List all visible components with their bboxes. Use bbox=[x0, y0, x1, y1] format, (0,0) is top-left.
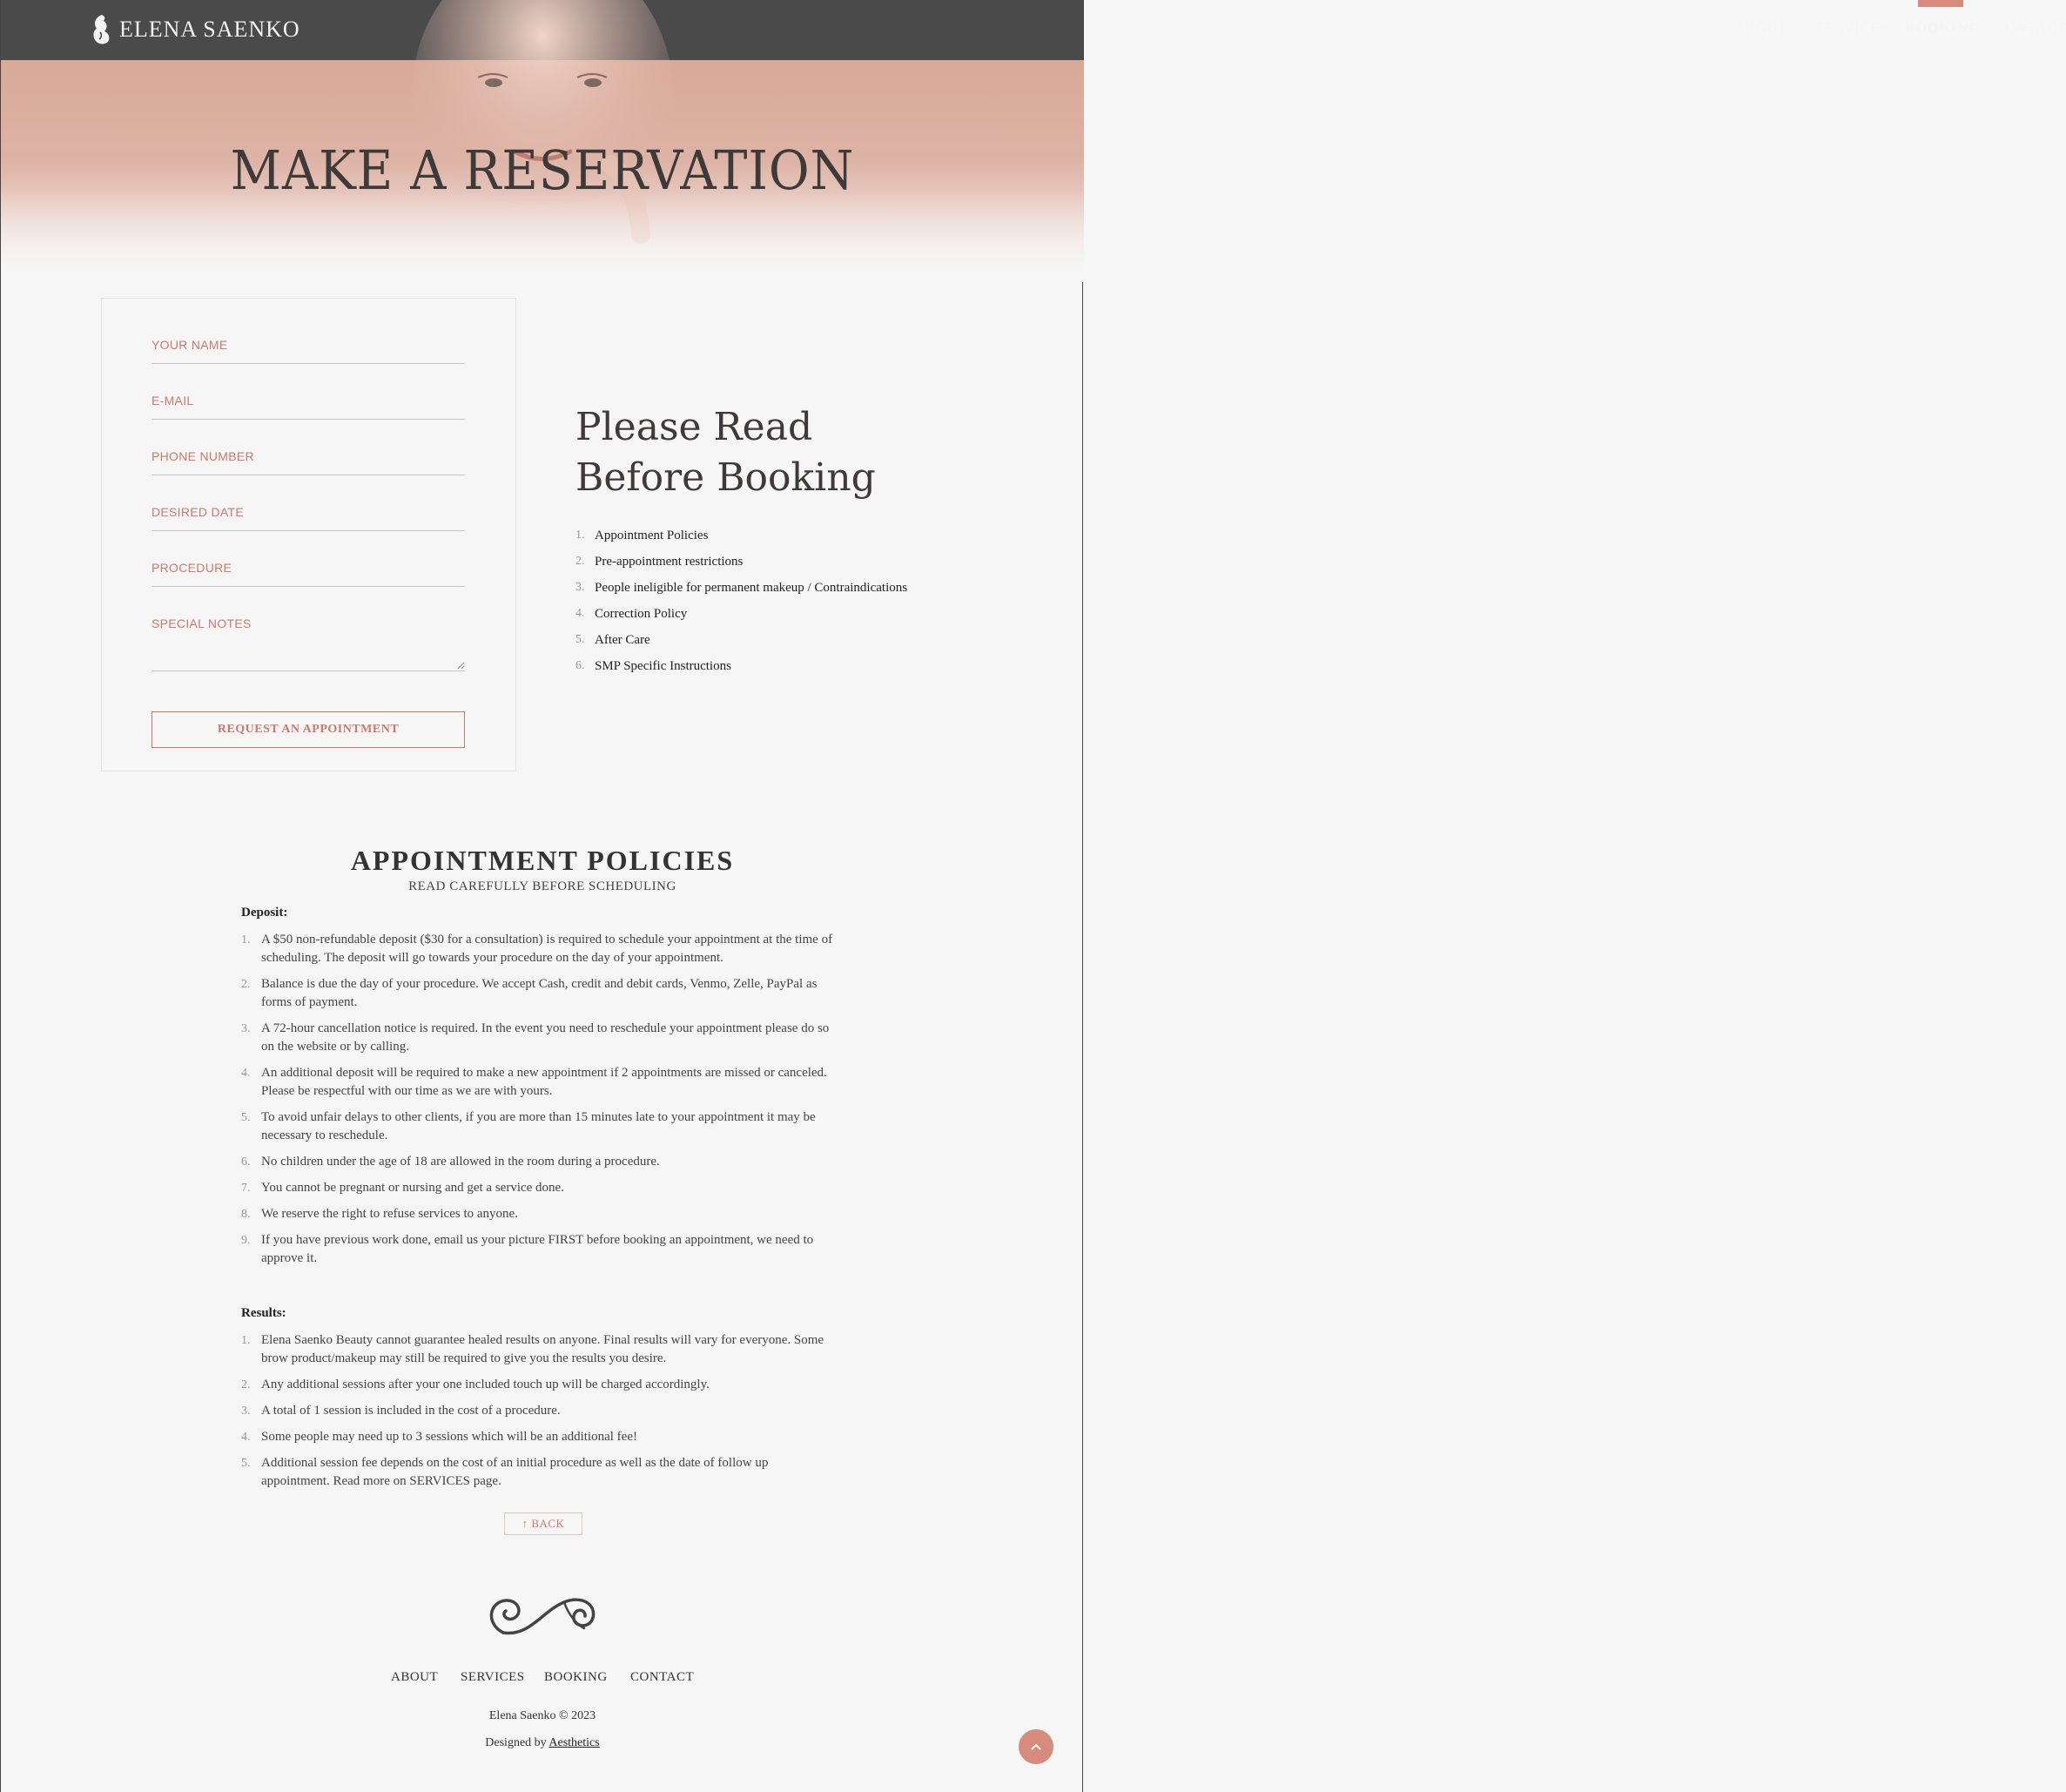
date-field-label: DESIRED DATE bbox=[151, 505, 245, 519]
brand-name: ELENA SAENKO bbox=[119, 17, 300, 42]
list-number: 3. bbox=[241, 1405, 251, 1418]
designer-link[interactable]: Aesthetics bbox=[548, 1736, 600, 1749]
read-before-title-line1: Please Read bbox=[575, 405, 813, 449]
list-text: A $50 non-refundable deposit ($30 for a consultation) is required to schedule your appointment at the time of scheduling. The deposit will go towards your procedure on the day of your appointment. bbox=[261, 933, 833, 965]
list-number: 4. bbox=[241, 1067, 251, 1080]
read-before-link[interactable]: Correction Policy bbox=[595, 607, 688, 621]
hair-silhouette-icon bbox=[90, 13, 112, 46]
list-item bbox=[241, 1020, 833, 1056]
list-number: 1. bbox=[241, 933, 251, 947]
site-logo[interactable] bbox=[90, 12, 300, 47]
list-number: 3. bbox=[575, 581, 585, 594]
list-item bbox=[241, 1331, 833, 1368]
name-field-label: YOUR NAME bbox=[151, 338, 228, 352]
read-before-item[interactable] bbox=[575, 605, 907, 631]
list-item bbox=[241, 1454, 833, 1491]
resize-handle-icon[interactable] bbox=[457, 662, 465, 670]
read-before-item[interactable] bbox=[575, 657, 907, 684]
phone-field-label: PHONE NUMBER bbox=[151, 449, 254, 463]
list-text: Some people may need up to 3 sessions which will be an additional fee! bbox=[261, 1430, 637, 1444]
ornament-swirl-icon bbox=[481, 1585, 603, 1641]
read-before-title-line2: Before Booking bbox=[575, 455, 876, 500]
read-before-link[interactable]: SMP Specific Instructions bbox=[595, 659, 731, 673]
list-text: You cannot be pregnant or nursing and get a service done. bbox=[261, 1181, 564, 1195]
deposit-section bbox=[241, 906, 833, 1276]
nav-booking[interactable]: BOOKING bbox=[1905, 19, 1981, 36]
read-before-item[interactable] bbox=[575, 527, 907, 553]
read-before-link[interactable]: After Care bbox=[595, 633, 650, 647]
list-text: A 72-hour cancellation notice is required. In the event you need to reschedule your appointment please do so on the website or by calling. bbox=[261, 1021, 830, 1054]
list-number: 7. bbox=[241, 1182, 251, 1195]
list-item bbox=[241, 1205, 833, 1223]
list-number: 2. bbox=[575, 555, 585, 568]
read-before-link[interactable]: People ineligible for permanent makeup / Contraindications bbox=[595, 581, 908, 595]
list-item bbox=[241, 1231, 833, 1268]
list-text: Elena Saenko Beauty cannot guarantee healed results on anyone. Final results will vary for everyone. Some brow product/makeup may still be required to give you the results you desire. bbox=[261, 1333, 824, 1365]
email-field[interactable] bbox=[151, 394, 465, 420]
read-before-link[interactable]: Appointment Policies bbox=[595, 529, 709, 542]
name-field[interactable] bbox=[151, 338, 465, 364]
list-number: 1. bbox=[575, 529, 585, 542]
read-before-item[interactable] bbox=[575, 631, 907, 657]
list-text: Additional session fee depends on the cost of an initial procedure as well as the date of follow up appointment. Read more on SERVICES page. bbox=[261, 1456, 769, 1488]
policies-subtitle: READ CAREFULLY BEFORE SCHEDULING bbox=[408, 879, 676, 893]
procedure-field[interactable] bbox=[151, 561, 465, 587]
deposit-list bbox=[241, 931, 833, 1268]
page-title: MAKE A RESERVATION bbox=[230, 138, 855, 202]
scroll-to-top-button[interactable] bbox=[1019, 1729, 1053, 1764]
footer-nav-about[interactable]: ABOUT bbox=[391, 1670, 439, 1684]
read-before-list bbox=[575, 527, 907, 684]
list-text: We reserve the right to refuse services to anyone. bbox=[261, 1207, 518, 1221]
list-text: An additional deposit will be required to make a new appointment if 2 appointments are missed or canceled. Please be respectful with our time as we are with yours. bbox=[261, 1066, 827, 1098]
list-number: 4. bbox=[575, 607, 585, 620]
deposit-heading: Deposit: bbox=[241, 906, 288, 920]
list-number: 5. bbox=[241, 1457, 251, 1470]
list-item bbox=[241, 1108, 833, 1145]
read-before-link[interactable]: Pre-appointment restrictions bbox=[595, 555, 744, 569]
copyright-text: Elena Saenko © 2023 bbox=[488, 1709, 596, 1722]
list-number: 8. bbox=[241, 1208, 251, 1221]
procedure-field-label: PROCEDURE bbox=[151, 561, 232, 575]
list-item bbox=[241, 1153, 833, 1171]
list-item bbox=[241, 975, 833, 1012]
list-number: 9. bbox=[241, 1234, 251, 1247]
chevron-up-icon bbox=[1030, 1742, 1042, 1751]
read-before-item[interactable] bbox=[575, 553, 907, 579]
list-number: 1. bbox=[241, 1334, 251, 1347]
notes-field-label: SPECIAL NOTES bbox=[151, 616, 252, 630]
read-before-item[interactable] bbox=[575, 579, 907, 605]
list-text: To avoid unfair delays to other clients, if you are more than 15 minutes late to your appointment it may be necessary to reschedule. bbox=[261, 1110, 816, 1142]
designed-by-prefix: Designed by bbox=[485, 1736, 549, 1749]
list-text: If you have previous work done, email us your picture FIRST before booking an appointment, we need to approve it. bbox=[261, 1233, 814, 1265]
list-number: 6. bbox=[241, 1155, 251, 1169]
list-text: No children under the age of 18 are allowed in the room during a procedure. bbox=[261, 1155, 660, 1169]
policies-title: APPOINTMENT POLICIES bbox=[350, 845, 735, 876]
footer-nav-contact[interactable]: CONTACT bbox=[630, 1670, 695, 1684]
list-text: Balance is due the day of your procedure. We accept Cash, credit and debit cards, Venmo, Zelle, PayPal as forms of payment. bbox=[261, 977, 818, 1009]
date-field[interactable] bbox=[151, 505, 465, 531]
list-number: 6. bbox=[575, 659, 585, 672]
reservation-form bbox=[101, 298, 516, 771]
hero-banner bbox=[1, 60, 1084, 282]
list-item bbox=[241, 931, 833, 967]
email-field-label: E-MAIL bbox=[151, 394, 194, 408]
list-text: A total of 1 session is included in the cost of a procedure. bbox=[261, 1404, 561, 1418]
designed-by bbox=[1, 1736, 1084, 1750]
request-appointment-button[interactable]: REQUEST AN APPOINTMENT bbox=[151, 711, 465, 748]
results-list bbox=[241, 1331, 833, 1491]
results-section bbox=[241, 1306, 833, 1499]
list-number: 2. bbox=[241, 1378, 251, 1391]
list-item bbox=[241, 1428, 833, 1446]
list-number: 5. bbox=[241, 1111, 251, 1124]
footer-nav-services[interactable]: SERVICES bbox=[461, 1670, 525, 1684]
notes-textarea[interactable] bbox=[151, 616, 465, 671]
list-item bbox=[241, 1064, 833, 1101]
footer-nav-booking[interactable]: BOOKING bbox=[544, 1670, 608, 1684]
phone-field[interactable] bbox=[151, 449, 465, 475]
results-heading: Results: bbox=[241, 1306, 286, 1320]
nav-about[interactable]: ABOUT bbox=[1734, 19, 1788, 36]
list-number: 2. bbox=[241, 978, 251, 991]
list-number: 4. bbox=[241, 1431, 251, 1444]
nav-contact[interactable]: CONTACT bbox=[1995, 19, 2066, 36]
nav-services[interactable]: SERVICES bbox=[1816, 19, 1888, 36]
list-item bbox=[241, 1179, 833, 1197]
active-nav-indicator bbox=[1918, 0, 1963, 7]
list-item bbox=[241, 1376, 833, 1394]
list-item bbox=[241, 1402, 833, 1420]
read-before-title bbox=[575, 402, 876, 503]
back-to-top-button[interactable]: ↑ BACK bbox=[504, 1512, 582, 1535]
list-number: 3. bbox=[241, 1022, 251, 1035]
list-number: 5. bbox=[575, 633, 585, 646]
list-text: Any additional sessions after your one included touch up will be charged accordingly. bbox=[261, 1378, 710, 1391]
